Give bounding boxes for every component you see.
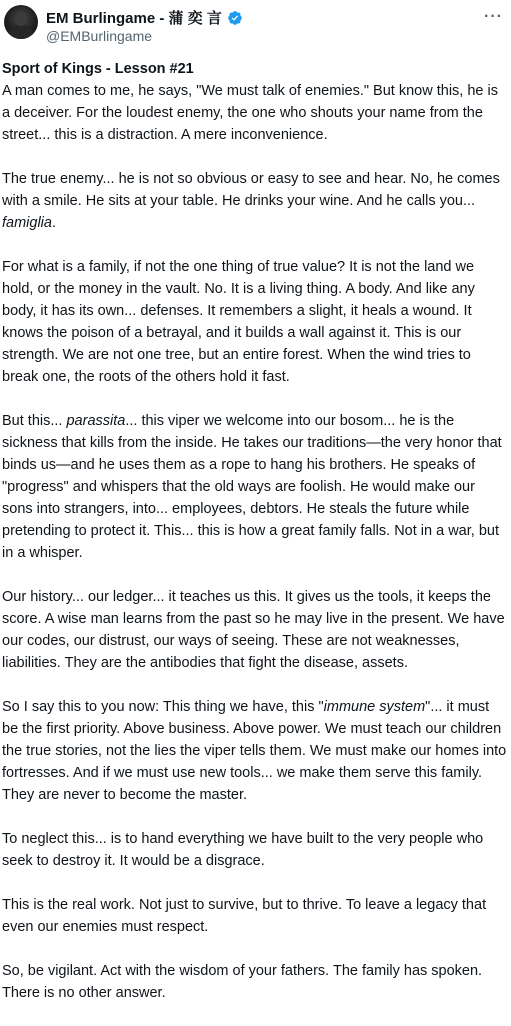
post-body <box>2 58 509 1026</box>
post-paragraph-2: The true enemy... he is not so obvious or easy to see and hear. No, he comes with a smile. He sits at your table. He drinks your wine. And he calls you... famiglia. <box>2 171 500 231</box>
more-options-icon[interactable]: ··· <box>484 8 503 25</box>
profile-avatar[interactable] <box>4 5 38 39</box>
author-handle[interactable]: @EMBurlingame <box>46 28 153 44</box>
post-paragraph-5: Our history... our ledger... it teaches us this. It gives us the tools, it keeps the score. A wise man learns from the past so he may live in the present. We have our codes, our distrust, our ways of seeing. These are not weaknesses, liabilities. They are the antibodies that fight the disease, assets. <box>2 589 505 671</box>
post-title: Sport of Kings - Lesson #21 <box>2 61 194 77</box>
post-paragraph-6: So I say this to you now: This thing we have, this "immune system"... it must be the first priority. Above business. Above power. We must teach our children the true stories, not the lies the viper tells them. We must make our homes into fortresses. And if we must use new tools... we make them serve this family. They are never to become the master. <box>2 699 507 803</box>
post-paragraph-3: For what is a family, if not the one thing of true value? It is not the land we hold, or the money in the vault. No. It is a living thing. A body. And like any body, it has its own... defenses. It remembers a slight, it heals a wound. It knows the poison of a betrayal, and it builds a wall against it. This is our strength. We are not one tree, but an entire forest. When the wind tries to break one, the roots of the others hold it fast. <box>2 259 475 385</box>
post-paragraph-7: To neglect this... is to hand everything we have built to the very people who seek to destroy it. It would be a disgrace. <box>2 831 484 869</box>
post-paragraph-4: But this... parassita... this viper we welcome into our bosom... he is the sickness that kills from the inside. He takes our traditions—the very honor that binds us—and he uses them as a rope to hang his brothers. He speaks of "progress" and whispers that the old ways are foolish. He would make our sons into strangers, into... employees, debtors. He steals the future while pretending to protect it. This... this is how a great family falls. Not in a war, but in a whisper. <box>2 413 502 561</box>
post-header <box>0 0 511 52</box>
post-paragraph-1: Sport of Kings - Lesson #21 A man comes to me, he says, "We must talk of enemies." But know this, he is a deceiver. For the loudest enemy, the one who shouts your name from the street... this is a distraction. A mere inconvenience. <box>2 58 509 146</box>
author-name-row <box>46 7 243 28</box>
verified-badge-icon <box>227 10 243 26</box>
author-name[interactable]: EM Burlingame - 蒲 奕 言 <box>46 10 222 27</box>
post-paragraph-9: So, be vigilant. Act with the wisdom of your fathers. The family has spoken. There is no other answer. <box>2 963 483 1001</box>
post-paragraph-8: This is the real work. Not just to survive, but to thrive. To leave a legacy that even our enemies must respect. <box>2 897 487 935</box>
